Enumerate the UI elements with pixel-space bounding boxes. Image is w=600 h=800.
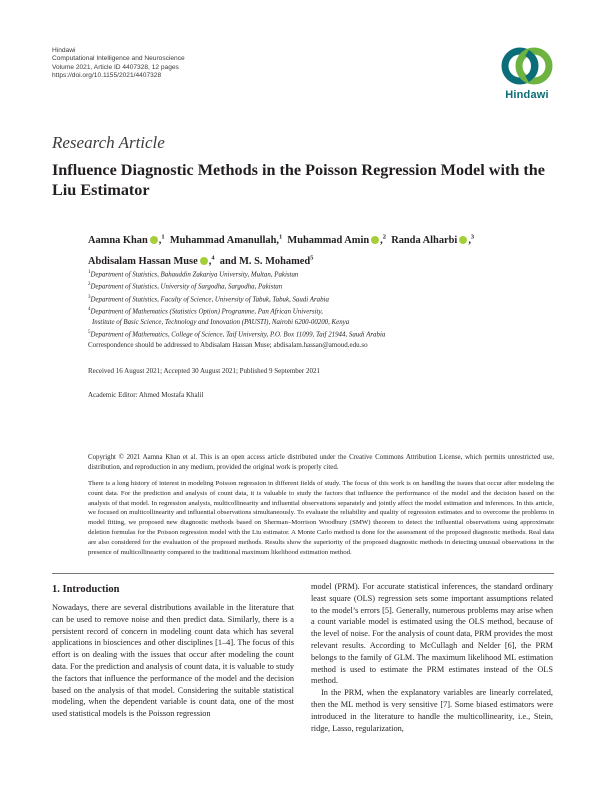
author bbox=[88, 235, 165, 246]
orcid-icon[interactable] bbox=[150, 236, 158, 244]
author-name: Abdisalam Hassan Muse bbox=[88, 255, 198, 267]
affil-sup: 4 bbox=[88, 307, 91, 313]
paper-title: Influence Diagnostic Methods in the Poisson Regression Model with the Liu Estimator bbox=[52, 161, 545, 199]
author-name: Randa Alharbi bbox=[391, 235, 458, 247]
hindawi-logo bbox=[497, 42, 557, 104]
affiliation bbox=[88, 293, 558, 305]
paragraph: Nowadays, there are several distributions available in the literature that can be used to remove noise and then predict data. Similarly, there is a persistent record of concern in modeling count data which has several applications in biosciences and other disciplines [1–4]. The focus of this effort is on dealing with the issues that occur after modeling the count data. For the prediction and analysis of count data, it is valuable to study the factors that influence the performance of the model and the decision based on the analysis of that model. Considering the suitable statistical modeling, when the dependent variable is count data, one of the most used statistical models is the Poisson regression bbox=[52, 603, 294, 719]
affil-sup: 1 bbox=[88, 270, 91, 275]
affiliation bbox=[88, 268, 558, 280]
body-column-right bbox=[311, 581, 553, 734]
author-affil-sup: 2 bbox=[382, 234, 386, 241]
publication-dates: Received 16 August 2021; Accepted 30 August 2021; Published 9 September 2021 bbox=[88, 367, 320, 375]
body-column-left bbox=[52, 602, 294, 720]
author-name: Muhammad Amanullah, bbox=[169, 235, 279, 247]
affil-sup: 2 bbox=[88, 282, 91, 288]
paragraph: model (PRM). For accurate statistical inferences, the standard ordinary least square (OLS) regression sets some important assumptions related to the model’s errors [5]. Generally, numerous problems may arise when a count variable model is estimated using the OLS method, because of the level of noise. For the analysis of count data, PRM provides the most relevant results. According to McCullagh and Nelder [6], the PRM belongs to the family of GLM. The maximum likelihood ML estimation method is used to estimate the PRM estimates instead of the OLS method. bbox=[311, 582, 553, 686]
author-affil-sup: 5 bbox=[310, 254, 314, 262]
academic-editor: Academic Editor: Ahmed Mostafa Khalil bbox=[88, 391, 204, 399]
author bbox=[220, 256, 314, 267]
abstract: There is a long history of interest in modeling Poisson regression in different fields of study. The focus of this work is on handling the issues that occur after modeling the count data. For the prediction and analysis of count data, it is valuable to study the factors that influence the performance of the model and the decision based on the analysis of that model. In regression analysis, multicollinearity and influential observations separately and jointly affect the model estimation and inferences. In this article, we focused on multicollinearity and influential observations simultaneously. To evaluate the reliability and quality of regression estimates and to overcome the problems in model fitting, we proposed new diagnostic methods based on Sherman–Morrison Woodbury (SMW) theorem to detect the influential observations using approximate deletion formulas for the Poisson regression model with the Liu estimator. A Monte Carlo method is done for the assessment of the proposed diagnostic methods. Real data are also considered for the evaluation of the proposed methods. Results show the superiority of the proposed diagnostic methods in detecting unusual observations in the presence of multicollinearity compared to the traditional maximum likelihood estimation method. bbox=[88, 480, 554, 556]
author-separator: , bbox=[380, 235, 383, 247]
divider bbox=[52, 573, 554, 574]
affil-text: Department of Mathematics (Statistics Option) Programme, Pan African University, bbox=[90, 308, 323, 316]
doi-link[interactable]: https://doi.org/10.1155/2021/4407328 bbox=[52, 72, 162, 80]
affil-text: Department of Statistics, University of Sargodha, Sargodha, Pakistan bbox=[90, 283, 283, 291]
affil-sup: 5 bbox=[88, 329, 91, 335]
publisher-name: Hindawi bbox=[52, 47, 76, 54]
author bbox=[170, 235, 282, 246]
author-name: Aamna Khan bbox=[88, 235, 148, 247]
author-affil-sup: 1 bbox=[161, 234, 165, 241]
author-affil-sup: 3 bbox=[470, 234, 475, 241]
author-separator: , bbox=[208, 255, 212, 267]
affiliation bbox=[88, 280, 558, 292]
author bbox=[287, 235, 386, 246]
affil-text: Department of Statistics, Faculty of Science, University of Tabuk, Tabuk, Saudi Arabia bbox=[90, 296, 329, 304]
correspondence: Correspondence should be addressed to Abdisalam Hassan Muse; abdisalam.hassan@amoud.edu.so bbox=[88, 341, 368, 349]
author-affil-sup: 1 bbox=[278, 234, 283, 241]
logo-text: Hindawi bbox=[505, 89, 549, 101]
affiliation bbox=[88, 305, 558, 317]
volume-line: Volume 2021, Article ID 4407328, 12 pages bbox=[52, 63, 179, 71]
author-list bbox=[88, 229, 558, 270]
affil-text: Institute of Basic Science, Technology and Innovation (PAUSTI), Nairobi 6200-00200, Kenya bbox=[92, 318, 350, 326]
author-name: and M. S. Mohamed bbox=[219, 255, 311, 267]
author bbox=[391, 235, 474, 246]
author-name: Muhammad Amin bbox=[287, 235, 370, 247]
section-heading: 1. Introduction bbox=[52, 584, 120, 595]
affil-text: Department of Statistics, Bahauddin Zakariya University, Multan, Pakistan bbox=[90, 271, 299, 279]
affiliation bbox=[88, 328, 558, 340]
author-affil-sup: 4 bbox=[211, 254, 215, 262]
orcid-icon[interactable] bbox=[200, 257, 208, 265]
affiliations bbox=[88, 268, 558, 340]
copyright-notice: Copyright © 2021 Aamna Khan et al. This is an open access article distributed under the Creative Commons Attribution License, which permits unrestricted use, distribution, and reproduction in any medium, provided the original work is properly cited. bbox=[88, 454, 554, 471]
hindawi-logo-icon bbox=[497, 42, 557, 88]
journal-name: Computational Intelligence and Neuroscience bbox=[52, 55, 185, 63]
orcid-icon[interactable] bbox=[371, 236, 379, 244]
paragraph: In the PRM, when the explanatory variables are linearly correlated, then the ML method is very sensitive [7]. Some biased estimators were introduced in the literature to handle the multicollinearity, i.e., Stein, ridge, Lasso, regularization, bbox=[311, 688, 553, 733]
author-separator: , bbox=[468, 235, 471, 247]
orcid-icon[interactable] bbox=[459, 236, 467, 244]
article-type: Research Article bbox=[52, 133, 165, 152]
journal-header bbox=[52, 47, 185, 81]
author-separator: , bbox=[158, 235, 162, 247]
affil-sup: 3 bbox=[88, 294, 91, 300]
affiliation bbox=[88, 318, 558, 328]
author bbox=[88, 256, 215, 267]
affil-text: Department of Mathematics, College of Science, Taif University, P.O. Box 11099, Taif 21944, Saudi Arabia bbox=[90, 330, 386, 338]
